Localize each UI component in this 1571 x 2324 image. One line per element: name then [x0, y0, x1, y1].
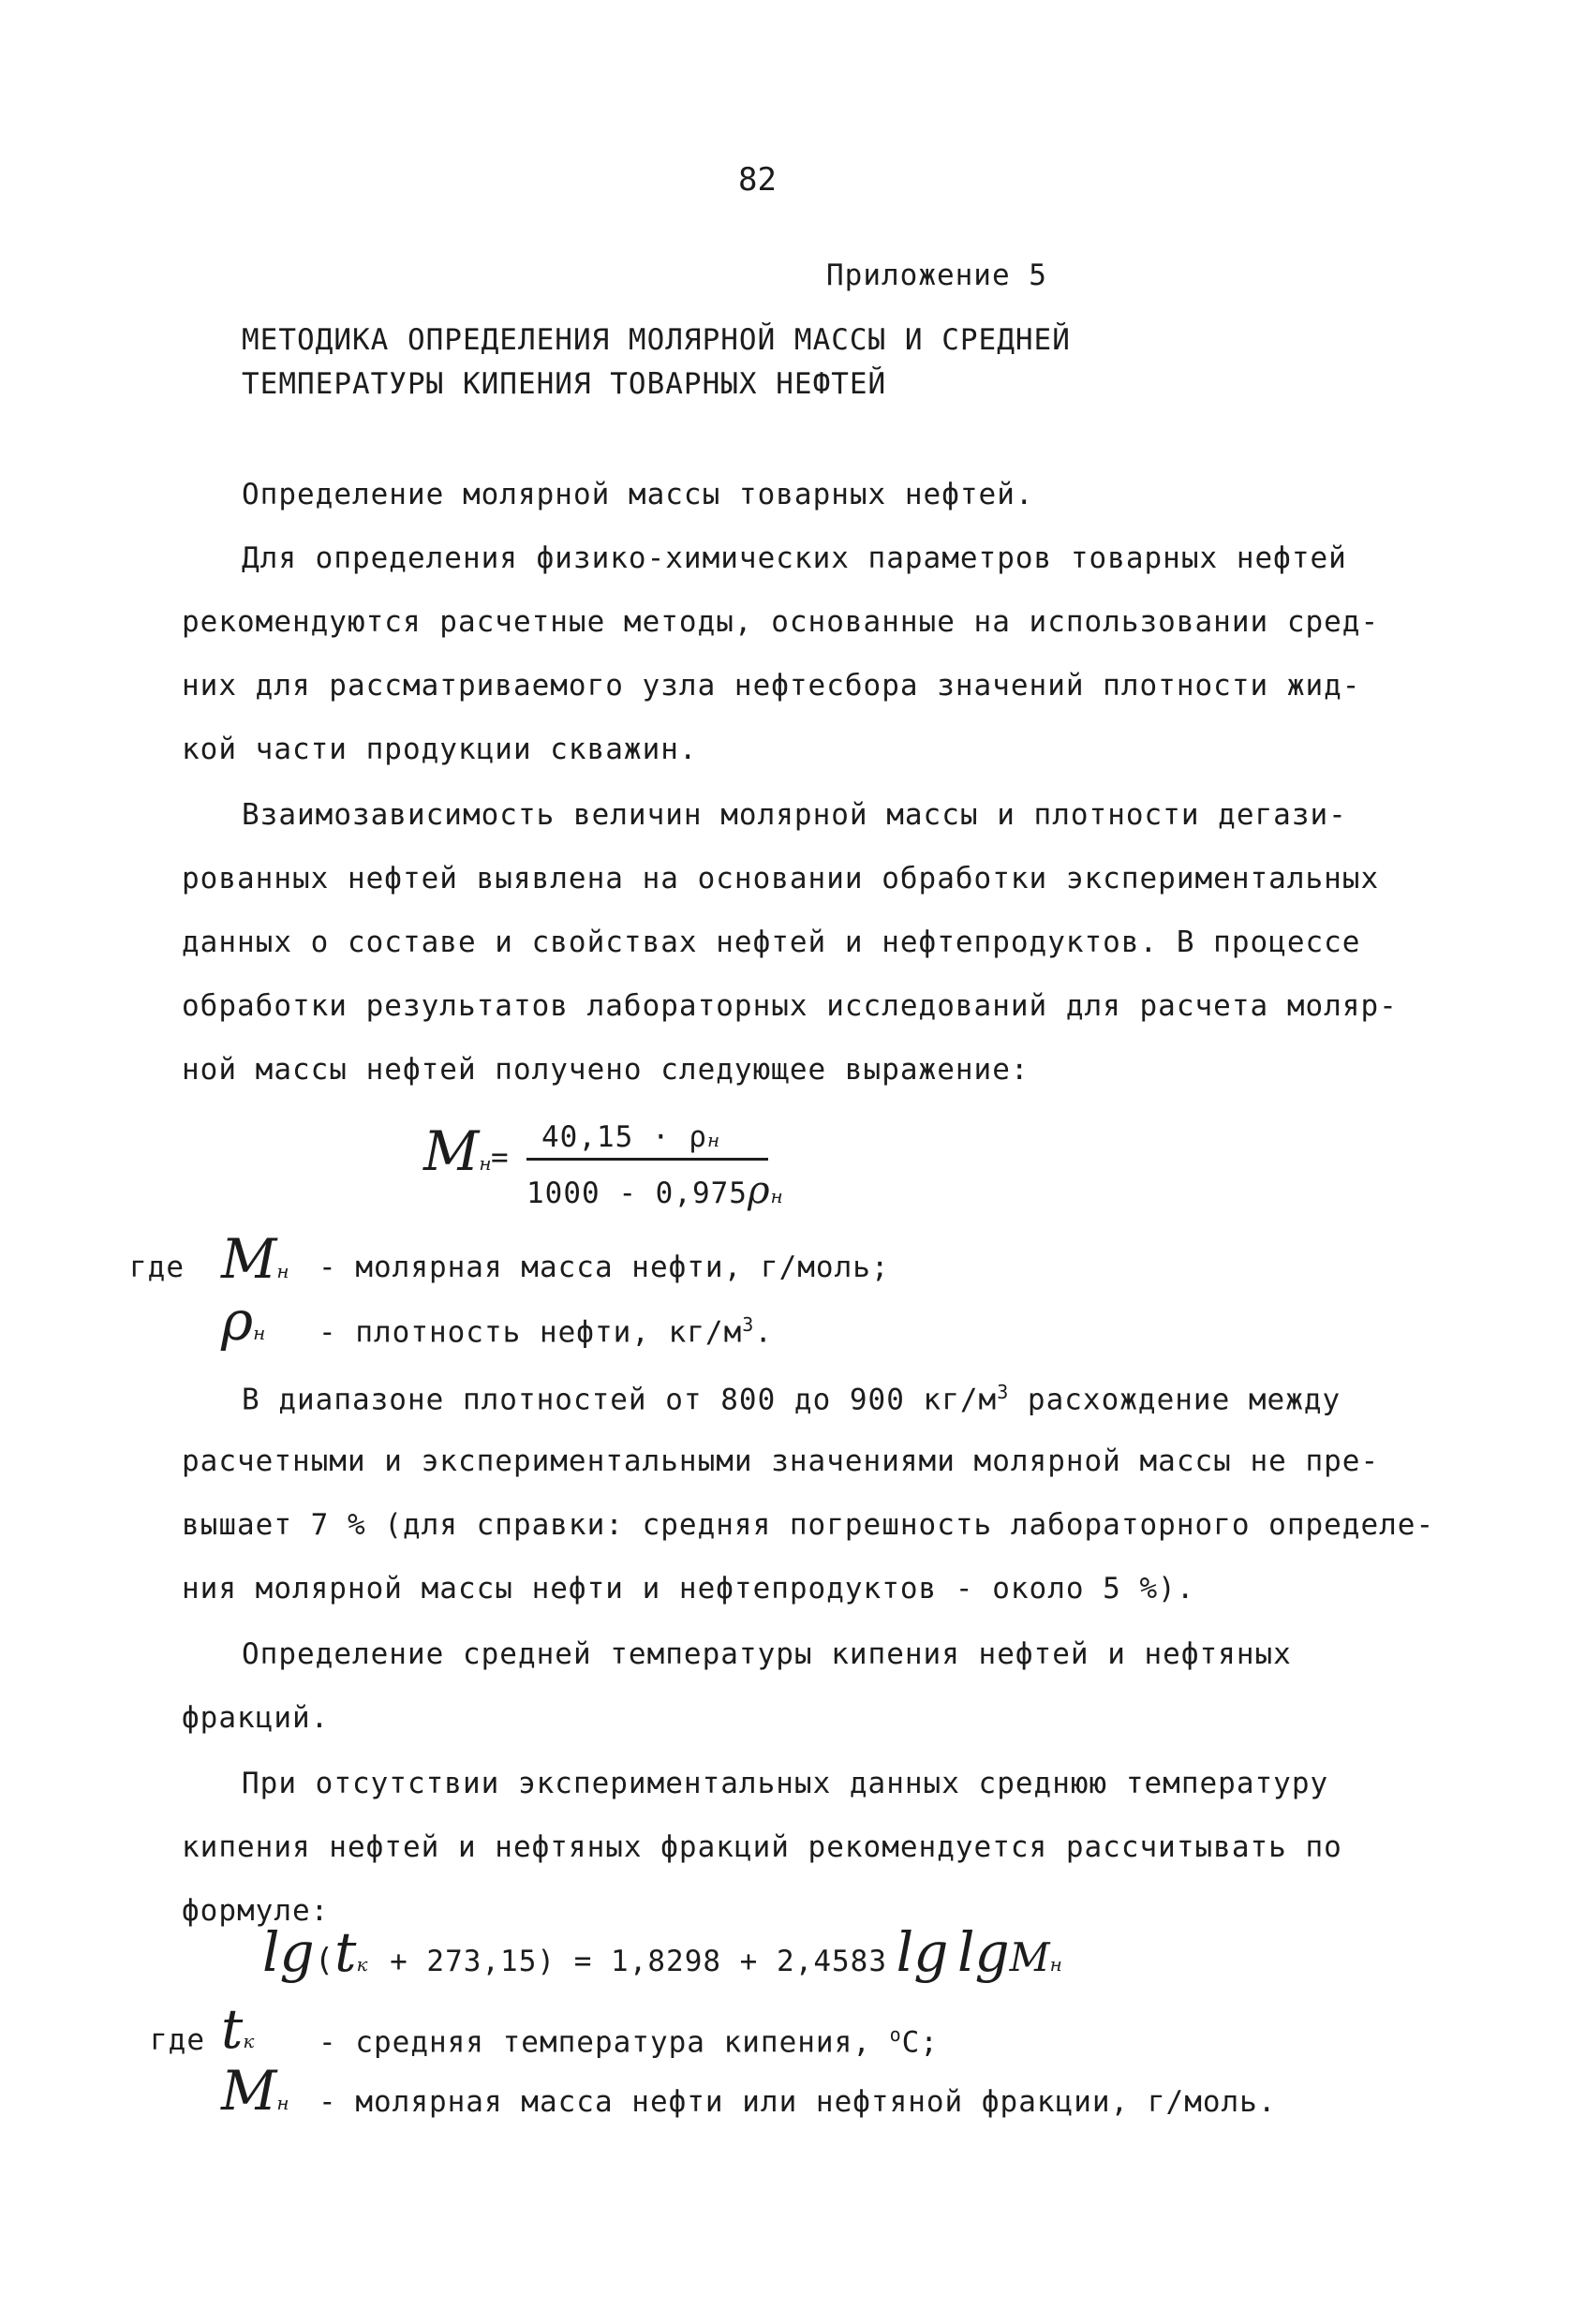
formula-2-t: t: [334, 1920, 357, 1984]
formula-2-middle: + 273,15) = 1,8298 + 2,4583: [390, 1945, 887, 1978]
where-2-symbol-temperature: tк: [221, 1997, 255, 2061]
paragraph-4-line: кипения нефтей и нефтяных фракций рекомендуется рассчитывать по: [182, 1830, 1342, 1864]
where-1-definition-molar-mass: - молярная масса нефти, г/моль;: [319, 1251, 890, 1284]
paragraph-1-line: рекомендуются расчетные методы, основанные на использовании сред-: [182, 605, 1380, 639]
page-number: 82: [738, 161, 777, 199]
where-1-symbol-density: ρн: [221, 1289, 266, 1353]
paragraph-3-line: В диапазоне плотностей от 800 до 900 $кг/м^3$ расхождение между: [242, 1381, 1341, 1417]
paragraph-1-line: них для рассматриваемого узла нефтесбора значений плотности жид-: [182, 669, 1361, 703]
paragraph-2-line: рованных нефтей выявлена на основании обработки экспериментальных: [182, 862, 1380, 896]
formula-2-lg-3: lg: [956, 1920, 1010, 1984]
paragraph-3-line: ния молярной массы нефти и нефтепродуктов - около 5 %).: [182, 1572, 1195, 1606]
formula-1-fraction-bar: [526, 1158, 768, 1161]
paragraph-3-line: вышает 7 % (для справки: средняя погрешность лабораторного определе-: [182, 1508, 1435, 1542]
formula-2-lg-2: lg: [896, 1920, 949, 1984]
paragraph-3-line: расчетными и экспериментальными значениями молярной массы не пре-: [182, 1444, 1380, 1478]
paragraph-2-line: ной массы нефтей получено следующее выражение:: [182, 1053, 1030, 1087]
paragraph-2-line: обработки результатов лабораторных исследований для расчета моляр-: [182, 989, 1398, 1023]
section-heading-boiling-temperature-cont: фракций.: [182, 1701, 330, 1735]
where-label-1: где: [129, 1251, 185, 1284]
appendix-label: Приложение 5: [826, 259, 1047, 292]
where-2-definition-molar-mass: - молярная масса нефти или нефтяной фракции, г/моль.: [319, 2085, 1277, 2119]
paragraph-1-line: Для определения физико-химических параметров товарных нефтей: [242, 541, 1347, 575]
section-heading-molar-mass: Определение молярной массы товарных нефтей.: [242, 478, 1034, 511]
where-2-definition-temperature: - средняя температура кипения, $^о$С;: [319, 2023, 939, 2060]
paragraph-2-line: Взаимозависимость величин молярной массы и плотности дегази-: [242, 798, 1347, 832]
formula-1-equals: =: [491, 1141, 510, 1175]
paragraph-4-line: При отсутствии экспериментальных данных среднюю температуру: [242, 1767, 1329, 1800]
formula-1-lhs: Mн: [423, 1119, 492, 1183]
formula-boiling-temperature: lg(tк + 273,15) = 1,8298 + 2,4583 lg lgMн: [262, 1920, 1062, 1984]
section-heading-boiling-temperature: Определение средней температуры кипения нефтей и нефтяных: [242, 1637, 1292, 1671]
formula-1-numerator: 40,15 · ρн: [541, 1120, 721, 1154]
document-title-line-1: МЕТОДИКА ОПРЕДЕЛЕНИЯ МОЛЯРНОЙ МАССЫ И СРЕДНЕЙ: [242, 323, 1071, 357]
document-title-line-2: ТЕМПЕРАТУРЫ КИПЕНИЯ ТОВАРНЫХ НЕФТЕЙ: [242, 367, 887, 401]
where-1-symbol-molar-mass: Mн: [221, 1227, 289, 1291]
paragraph-4-line: формуле:: [182, 1894, 330, 1928]
where-label-2: где: [150, 2023, 205, 2057]
paragraph-1-line: кой части продукции скважин.: [182, 733, 698, 766]
where-2-symbol-molar-mass: Mн: [221, 2059, 289, 2123]
formula-1-lhs-subscript: н: [479, 1152, 492, 1175]
formula-1-denominator: 1000 - 0,975ρн: [526, 1169, 784, 1212]
formula-2-lg: lg: [262, 1920, 315, 1984]
where-1-definition-density: - плотность нефти, $кг/м^3$.: [319, 1313, 773, 1350]
paragraph-2-line: данных о составе и свойствах нефтей и нефтепродуктов. В процессе: [182, 925, 1361, 959]
